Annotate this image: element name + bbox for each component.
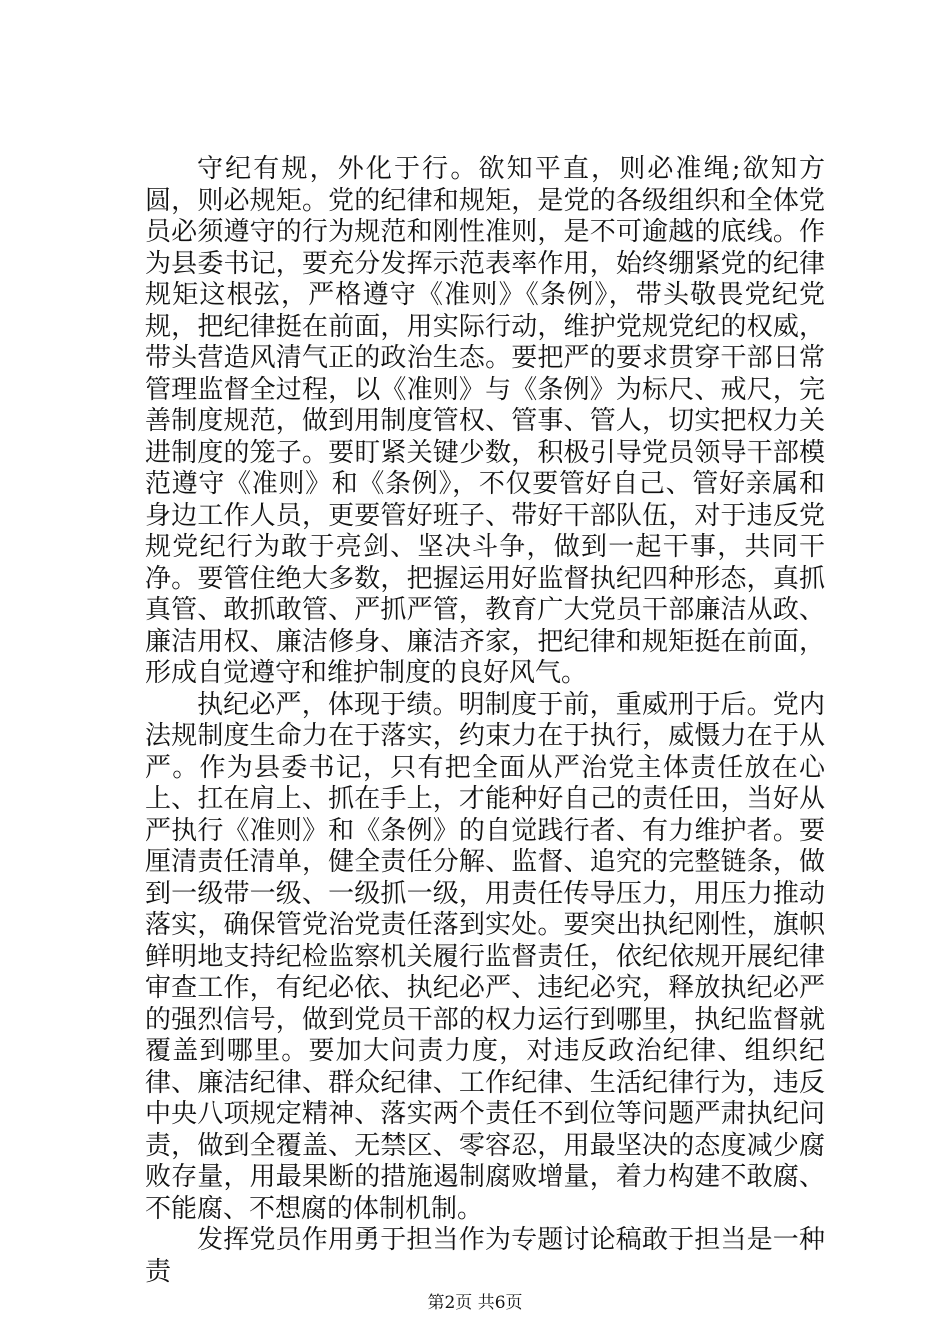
paragraph-discipline-rules: 守纪有规，外化于行。欲知平直，则必准绳;欲知方圆，则必规矩。党的纪律和规矩，是党的各级组织和全体党员必须遵守的行为规范和刚性准则，是不可逾越的底线。作为县委书记，要充分发挥示范表率作用，始终绷紧党的纪律规矩这根弦，严格遵守《准则》《条例》，带头敬畏党纪党规，把纪律挺在前面，用实际行动，维护党规党纪的权威，带头营造风清气正的政治生态。要把严的要求贯穿干部日常管理监督全过程，以《准则》与《条例》为标尺、戒尺，完善制度规范，做到用制度管权、管事、管人，切实把权力关进制度的笼子。要盯紧关键少数，积极引导党员领导干部模范遵守《准则》和《条例》，不仅要管好自己、管好亲属和身边工作人员，更要管好班子、带好干部队伍，对于违反党规党纪行为敢于亮剑、坚决斗争，做到一起干事，共同干净。要管住绝大多数，把握运用好监督执纪四种形态，真抓真管、敢抓敢管、严抓严管，教育广大党员干部廉洁从政、廉洁用权、廉洁修身、廉洁齐家，把纪律和规矩挺在前面，形成自觉遵守和维护制度的良好风气。 bbox=[145, 154, 825, 688]
page-number-footer: 第2页 共6页 bbox=[427, 1293, 523, 1313]
document-body bbox=[145, 154, 825, 1288]
paragraph-strict-enforcement: 执纪必严，体现于绩。明制度于前，重威刑于后。党内法规制度生命力在于落实，约束力在于执行，威慑力在于从严。作为县委书记，只有把全面从严治党主体责任放在心上、扛在肩上、抓在手上，才能种好自己的责任田，当好从严执行《准则》和《条例》的自觉践行者、有力维护者。要厘清责任清单，健全责任分解、监督、追究的完整链条，做到一级带一级、一级抓一级，用责任传导压力，用压力推动落实，确保管党治党责任落到实处。要突出执纪刚性，旗帜鲜明地支持纪检监察机关履行监督责任，依纪依规开展纪律审查工作，有纪必依、执纪必严、违纪必究，释放执纪必严的强烈信号，做到党员干部的权力运行到哪里，执纪监督就覆盖到哪里。要加大问责力度，对违反政治纪律、组织纪律、廉洁纪律、群众纪律、工作纪律、生活纪律行为，违反中央八项规定精神、落实两个责任不到位等问题严肃执纪问责，做到全覆盖、无禁区、零容忍，用最坚决的态度减少腐败存量，用最果断的措施遏制腐败增量，着力构建不敢腐、不能腐、不想腐的体制机制。 bbox=[145, 689, 825, 1224]
paragraph-party-member-role: 发挥党员作用勇于担当作为专题讨论稿敢于担当是一种责 bbox=[145, 1225, 825, 1287]
